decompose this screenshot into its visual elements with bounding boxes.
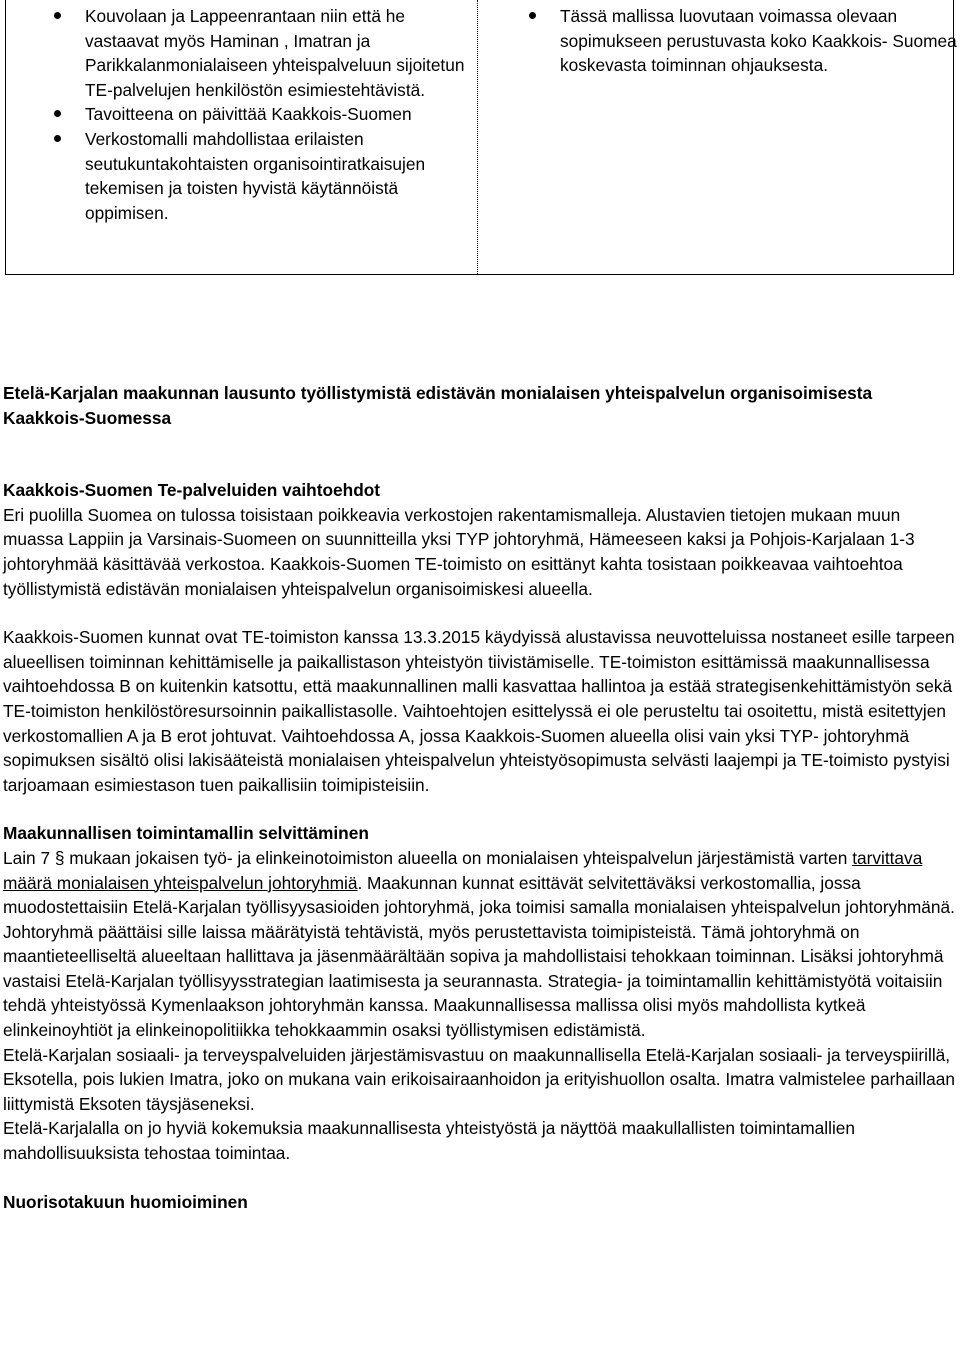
list-item [560,4,960,78]
document-title: Etelä-Karjalan maakunnan lausunto työllistymistä edistävän monialaisen yhteispalvelun organisoimisesta Kaakkois-Suomessa [3,383,873,428]
list-item-text: Tässä mallissa luovutaan voimassa olevaan sopimukseen perustuvasta koko Kaakkois- Suomea koskevasta toiminnan ohjauksesta. [560,6,957,76]
underlined-text: tarvittava määrä monialaisen yhteispalvelun johtoryhmiä [3,847,923,893]
section-heading-te-palvelut: Kaakkois-Suomen Te-palveluiden vaihtoehdot [3,480,381,501]
paragraph: Eri puolilla Suomea on tulossa toisistaan poikkeavia verkostojen rakentamismalleja. Alustavien tietojen mukaan muun muassa Lappiin ja Varsinais-Suomeen on suunnitteilla yksi TYP johtoryhmä, Hämeeseen kaksi ja Pohjois-Karjalaan 1-3 johtoryhmää käsittävää verkostoa. Kaakkois-Suomen TE-toimisto on esittänyt kahta tosistaan poikkeavaa vaihtoehtoa työllistymistä edistävän monialaisen yhteispalvelun organisoimiskesi alueella. [3,504,915,599]
section-heading-maakunnallinen: Maakunnallisen toimintamallin selvittäminen [3,823,369,844]
top-table [5,0,957,275]
spacer [3,601,955,625]
paragraph-text: . Maakunnan kunnat esittävät selvitettäväksi verkostomallia, jossa muodostettaisiin Etelä-Karjalan työllisyysasioiden johtoryhmä, joka toimisi samalla monialaisen yhteispalvelun johtoryhmänä. Johtoryhmä päättäisi sille laissa määrätyistä tehtävistä, myös perustettavista toimipisteistä. Tämä johtoryhmä on maantieteelliseltä alueeltaan hallittava ja jäsenmäärältään sopiva ja mahdollistaisi tehokkaan toiminnan. Lisäksi johtoryhmä vastaisi Etelä-Karjalan työllisyysstrategian laatimisesta ja seurannasta. Strategia- ja toimintamallin kehittämistyötä voitaisiin tehdä yhteistyössä Kymenlaakson johtoryhmän kanssa. Maakunnallisessa mallissa olisi myös mahdollista kytkeä elinkeinoyhtiöt ja elinkeinopolitiikka tehokkaammin osaksi työllistymisen edistämistä. [3,872,955,1041]
list-item-text: Verkostomalli mahdollistaa erilaisten seutukuntakohtaisten organisointiratkaisujen tekemisen ja toisten hyvistä käytännöistä oppimisen. [85,128,426,223]
spacer [3,797,955,821]
list-item [85,4,475,102]
paragraph: Kaakkois-Suomen kunnat ovat TE-toimiston kanssa 13.3.2015 käydyissä alustavissa neuvotteluissa nostaneet esille tarpeen alueellisen toiminnan kehittämiselle ja paikallistason yhteistyön tiivistämiselle. TE-toimiston esittämissä maakunnallisessa vaihtoehdossa B on kuitenkin katsottu, että maakunnallinen malli kasvattaa hallintoa ja estää strategisenkehittämistyön sekä TE-toimiston henkilöstöresursoinnin paikallistasolle. Vaihtoehtojen esittelyssä ei ole perusteltu tai osoitettu, mistä esitettyjen verkostomallien A ja B erot johtuvat. Vaihtoehdossa A, jossa Kaakkois-Suomen alueella olisi vain yksi TYP- johtoryhmä sopimuksen sisältö olisi lakisääteistä monialaisen yhteispalvelun yhteistyösopimusta selvästi laajempi ja TE-toimisto pystyisi tarjoamaan esimiestason tuen paikallisiin toimipisteisiin. [3,627,955,795]
list-item [85,102,475,127]
bullet-icon [54,110,61,117]
left-bullet-list [85,4,475,225]
paragraph: Etelä-Karjalalla on jo hyviä kokemuksia maakunnallisesta yhteistyöstä ja näyttöä maakullallisten toimintamallien mahdollisuuksista tehostaa toimintaa. [3,1118,856,1164]
section-heading-nuorisotakuu: Nuorisotakuun huomioiminen [3,1191,248,1212]
paragraph [3,846,955,1043]
paragraph-text: Lain 7 § mukaan jokaisen työ- ja elinkeinotoimiston alueella on monialaisen yhteispalvelun järjestämistä varten [3,847,853,868]
list-item [85,127,475,225]
bullet-icon [529,12,536,19]
bullet-icon [54,12,61,19]
bullet-icon [54,135,61,142]
spacer [3,430,955,478]
document-body [3,381,955,1214]
table-cell-right [478,0,957,274]
list-item-text: Tavoitteena on päivittää Kaakkois-Suomen [85,104,412,125]
list-item-text: Kouvolaan ja Lappeenrantaan niin että he vastaavat myös Haminan , Imatran ja Parikkalanmonialaiseen yhteispalveluun sijoitetun TE-palvelujen henkilöstön esimiestehtävistä. [85,6,465,100]
table-cell-left [6,0,478,274]
right-bullet-list [560,4,960,78]
paragraph: Etelä-Karjalan sosiaali- ja terveyspalveluiden järjestämisvastuu on maakunnallisella Etelä-Karjalan sosiaali- ja terveyspiirillä, Eksotella, pois lukien Imatra, joko on mukana vain erikoisairaanhoidon ja erityishuollon osalta. Imatra valmistelee parhaillaan liittymistä Eksoten täysjäseneksi. [3,1044,955,1114]
spacer [3,1166,955,1190]
